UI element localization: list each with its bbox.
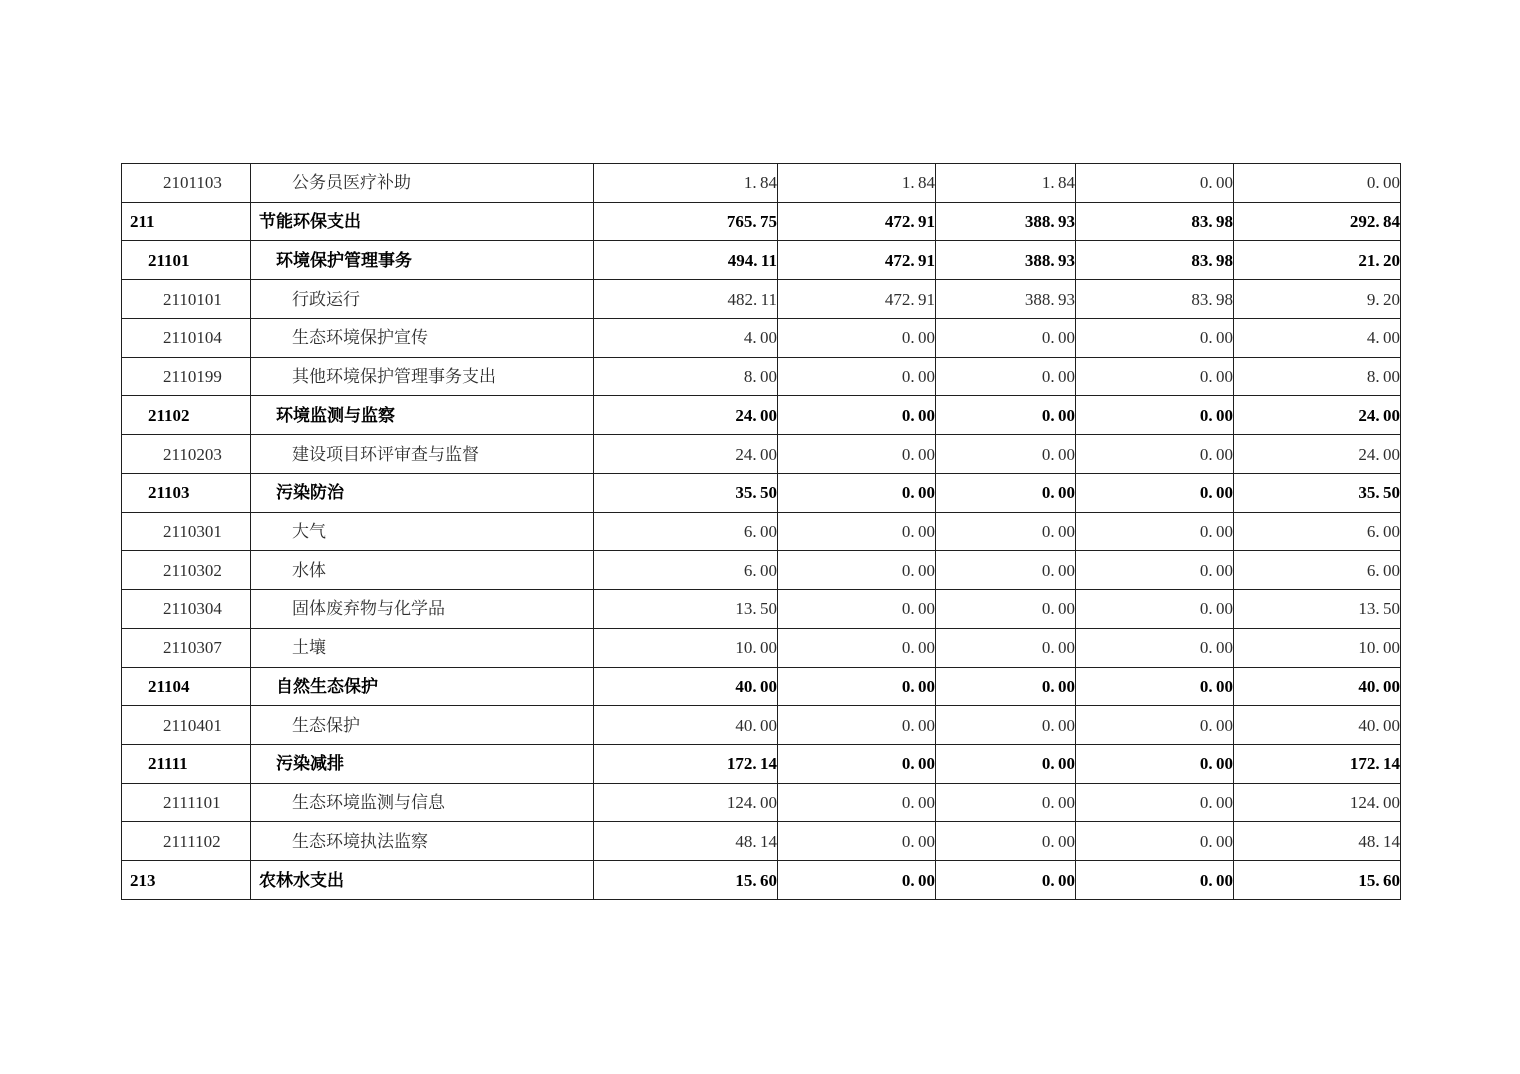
value-cell: 0. 00: [936, 706, 1076, 745]
value-cell: 0. 00: [1076, 783, 1234, 822]
value-cell: 8. 00: [1234, 357, 1401, 396]
value-cell: 4. 00: [594, 318, 778, 357]
value-cell: 6. 00: [594, 512, 778, 551]
item-name-cell: 生态环境执法监察: [251, 822, 594, 861]
value-cell: 40. 00: [594, 706, 778, 745]
code-cell: 2110401: [122, 706, 251, 745]
value-cell: 0. 00: [778, 512, 936, 551]
value-cell: 24. 00: [594, 396, 778, 435]
code-cell: 2110101: [122, 280, 251, 319]
value-cell: 0. 00: [1076, 357, 1234, 396]
value-cell: 0. 00: [1076, 473, 1234, 512]
value-cell: 388. 93: [936, 241, 1076, 280]
code-cell: 2110203: [122, 435, 251, 474]
value-cell: 0. 00: [936, 318, 1076, 357]
value-cell: 10. 00: [1234, 628, 1401, 667]
value-cell: 0. 00: [1076, 667, 1234, 706]
code-cell: 213: [122, 861, 251, 900]
value-cell: 6. 00: [1234, 512, 1401, 551]
value-cell: 0. 00: [778, 861, 936, 900]
code-cell: 21104: [122, 667, 251, 706]
value-cell: 15. 60: [1234, 861, 1401, 900]
table-row: [122, 164, 1401, 203]
value-cell: 0. 00: [936, 822, 1076, 861]
code-cell: 21101: [122, 241, 251, 280]
table-row: [122, 706, 1401, 745]
code-cell: 2110104: [122, 318, 251, 357]
value-cell: 0. 00: [1076, 861, 1234, 900]
value-cell: 172. 14: [1234, 745, 1401, 784]
item-name-cell: 生态环境监测与信息: [251, 783, 594, 822]
value-cell: 0. 00: [1076, 435, 1234, 474]
item-name-cell: 水体: [251, 551, 594, 590]
value-cell: 0. 00: [936, 357, 1076, 396]
table-row: [122, 280, 1401, 319]
item-name-cell: 生态保护: [251, 706, 594, 745]
value-cell: 0. 00: [1076, 551, 1234, 590]
table-row: [122, 861, 1401, 900]
value-cell: 48. 14: [594, 822, 778, 861]
item-name-cell: 大气: [251, 512, 594, 551]
value-cell: 48. 14: [1234, 822, 1401, 861]
value-cell: 40. 00: [1234, 706, 1401, 745]
value-cell: 13. 50: [594, 590, 778, 629]
value-cell: 292. 84: [1234, 202, 1401, 241]
value-cell: 0. 00: [1076, 318, 1234, 357]
value-cell: 124. 00: [1234, 783, 1401, 822]
value-cell: 0. 00: [1076, 628, 1234, 667]
table-row: [122, 667, 1401, 706]
value-cell: 0. 00: [1076, 745, 1234, 784]
table-row: [122, 512, 1401, 551]
code-cell: 2110304: [122, 590, 251, 629]
code-cell: 21103: [122, 473, 251, 512]
table-row: [122, 783, 1401, 822]
value-cell: 24. 00: [1234, 435, 1401, 474]
value-cell: 124. 00: [594, 783, 778, 822]
item-name-cell: 污染减排: [251, 745, 594, 784]
budget-table-body: [122, 164, 1401, 900]
value-cell: 0. 00: [778, 396, 936, 435]
budget-table: [121, 163, 1401, 900]
value-cell: 83. 98: [1076, 202, 1234, 241]
table-row: [122, 241, 1401, 280]
value-cell: 40. 00: [594, 667, 778, 706]
value-cell: 0. 00: [936, 435, 1076, 474]
value-cell: 6. 00: [1234, 551, 1401, 590]
item-name-cell: 土壤: [251, 628, 594, 667]
value-cell: 0. 00: [778, 822, 936, 861]
value-cell: 172. 14: [594, 745, 778, 784]
value-cell: 0. 00: [778, 628, 936, 667]
item-name-cell: 固体废弃物与化学品: [251, 590, 594, 629]
value-cell: 13. 50: [1234, 590, 1401, 629]
value-cell: 0. 00: [936, 512, 1076, 551]
table-row: [122, 396, 1401, 435]
value-cell: 0. 00: [936, 473, 1076, 512]
value-cell: 4. 00: [1234, 318, 1401, 357]
item-name-cell: 行政运行: [251, 280, 594, 319]
value-cell: 0. 00: [778, 435, 936, 474]
value-cell: 10. 00: [594, 628, 778, 667]
value-cell: 35. 50: [1234, 473, 1401, 512]
value-cell: 0. 00: [778, 318, 936, 357]
value-cell: 0. 00: [936, 861, 1076, 900]
value-cell: 15. 60: [594, 861, 778, 900]
item-name-cell: 农林水支出: [251, 861, 594, 900]
value-cell: 0. 00: [1076, 512, 1234, 551]
value-cell: 0. 00: [778, 745, 936, 784]
value-cell: 0. 00: [936, 745, 1076, 784]
value-cell: 0. 00: [1076, 396, 1234, 435]
value-cell: 0. 00: [778, 667, 936, 706]
value-cell: 6. 00: [594, 551, 778, 590]
value-cell: 8. 00: [594, 357, 778, 396]
value-cell: 0. 00: [936, 783, 1076, 822]
value-cell: 21. 20: [1234, 241, 1401, 280]
value-cell: 388. 93: [936, 202, 1076, 241]
item-name-cell: 建设项目环评审查与监督: [251, 435, 594, 474]
value-cell: 24. 00: [1234, 396, 1401, 435]
table-row: [122, 473, 1401, 512]
value-cell: 482. 11: [594, 280, 778, 319]
value-cell: 765. 75: [594, 202, 778, 241]
value-cell: 0. 00: [1076, 706, 1234, 745]
code-cell: 21111: [122, 745, 251, 784]
value-cell: 0. 00: [778, 783, 936, 822]
item-name-cell: 污染防治: [251, 473, 594, 512]
item-name-cell: 自然生态保护: [251, 667, 594, 706]
item-name-cell: 公务员医疗补助: [251, 164, 594, 203]
value-cell: 0. 00: [1234, 164, 1401, 203]
value-cell: 0. 00: [936, 396, 1076, 435]
value-cell: 83. 98: [1076, 280, 1234, 319]
value-cell: 0. 00: [1076, 822, 1234, 861]
code-cell: 211: [122, 202, 251, 241]
value-cell: 83. 98: [1076, 241, 1234, 280]
value-cell: 1. 84: [594, 164, 778, 203]
value-cell: 472. 91: [778, 280, 936, 319]
code-cell: 2110301: [122, 512, 251, 551]
value-cell: 388. 93: [936, 280, 1076, 319]
table-row: [122, 551, 1401, 590]
value-cell: 0. 00: [778, 357, 936, 396]
value-cell: 1. 84: [936, 164, 1076, 203]
code-cell: 21102: [122, 396, 251, 435]
code-cell: 2110302: [122, 551, 251, 590]
table-row: [122, 435, 1401, 474]
item-name-cell: 生态环境保护宣传: [251, 318, 594, 357]
item-name-cell: 环境监测与监察: [251, 396, 594, 435]
code-cell: 2111101: [122, 783, 251, 822]
item-name-cell: 其他环境保护管理事务支出: [251, 357, 594, 396]
code-cell: 2110199: [122, 357, 251, 396]
value-cell: 0. 00: [1076, 590, 1234, 629]
table-row: [122, 822, 1401, 861]
table-row: [122, 590, 1401, 629]
code-cell: 2101103: [122, 164, 251, 203]
value-cell: 24. 00: [594, 435, 778, 474]
value-cell: 0. 00: [936, 628, 1076, 667]
value-cell: 1. 84: [778, 164, 936, 203]
table-row: [122, 357, 1401, 396]
value-cell: 472. 91: [778, 202, 936, 241]
table-row: [122, 628, 1401, 667]
code-cell: 2111102: [122, 822, 251, 861]
value-cell: 0. 00: [778, 473, 936, 512]
value-cell: 494. 11: [594, 241, 778, 280]
value-cell: 472. 91: [778, 241, 936, 280]
value-cell: 0. 00: [1076, 164, 1234, 203]
value-cell: 0. 00: [778, 590, 936, 629]
table-row: [122, 318, 1401, 357]
value-cell: 9. 20: [1234, 280, 1401, 319]
code-cell: 2110307: [122, 628, 251, 667]
value-cell: 0. 00: [778, 706, 936, 745]
value-cell: 0. 00: [936, 667, 1076, 706]
table-row: [122, 745, 1401, 784]
item-name-cell: 环境保护管理事务: [251, 241, 594, 280]
value-cell: 35. 50: [594, 473, 778, 512]
value-cell: 40. 00: [1234, 667, 1401, 706]
value-cell: 0. 00: [936, 551, 1076, 590]
value-cell: 0. 00: [778, 551, 936, 590]
value-cell: 0. 00: [936, 590, 1076, 629]
item-name-cell: 节能环保支出: [251, 202, 594, 241]
table-row: [122, 202, 1401, 241]
